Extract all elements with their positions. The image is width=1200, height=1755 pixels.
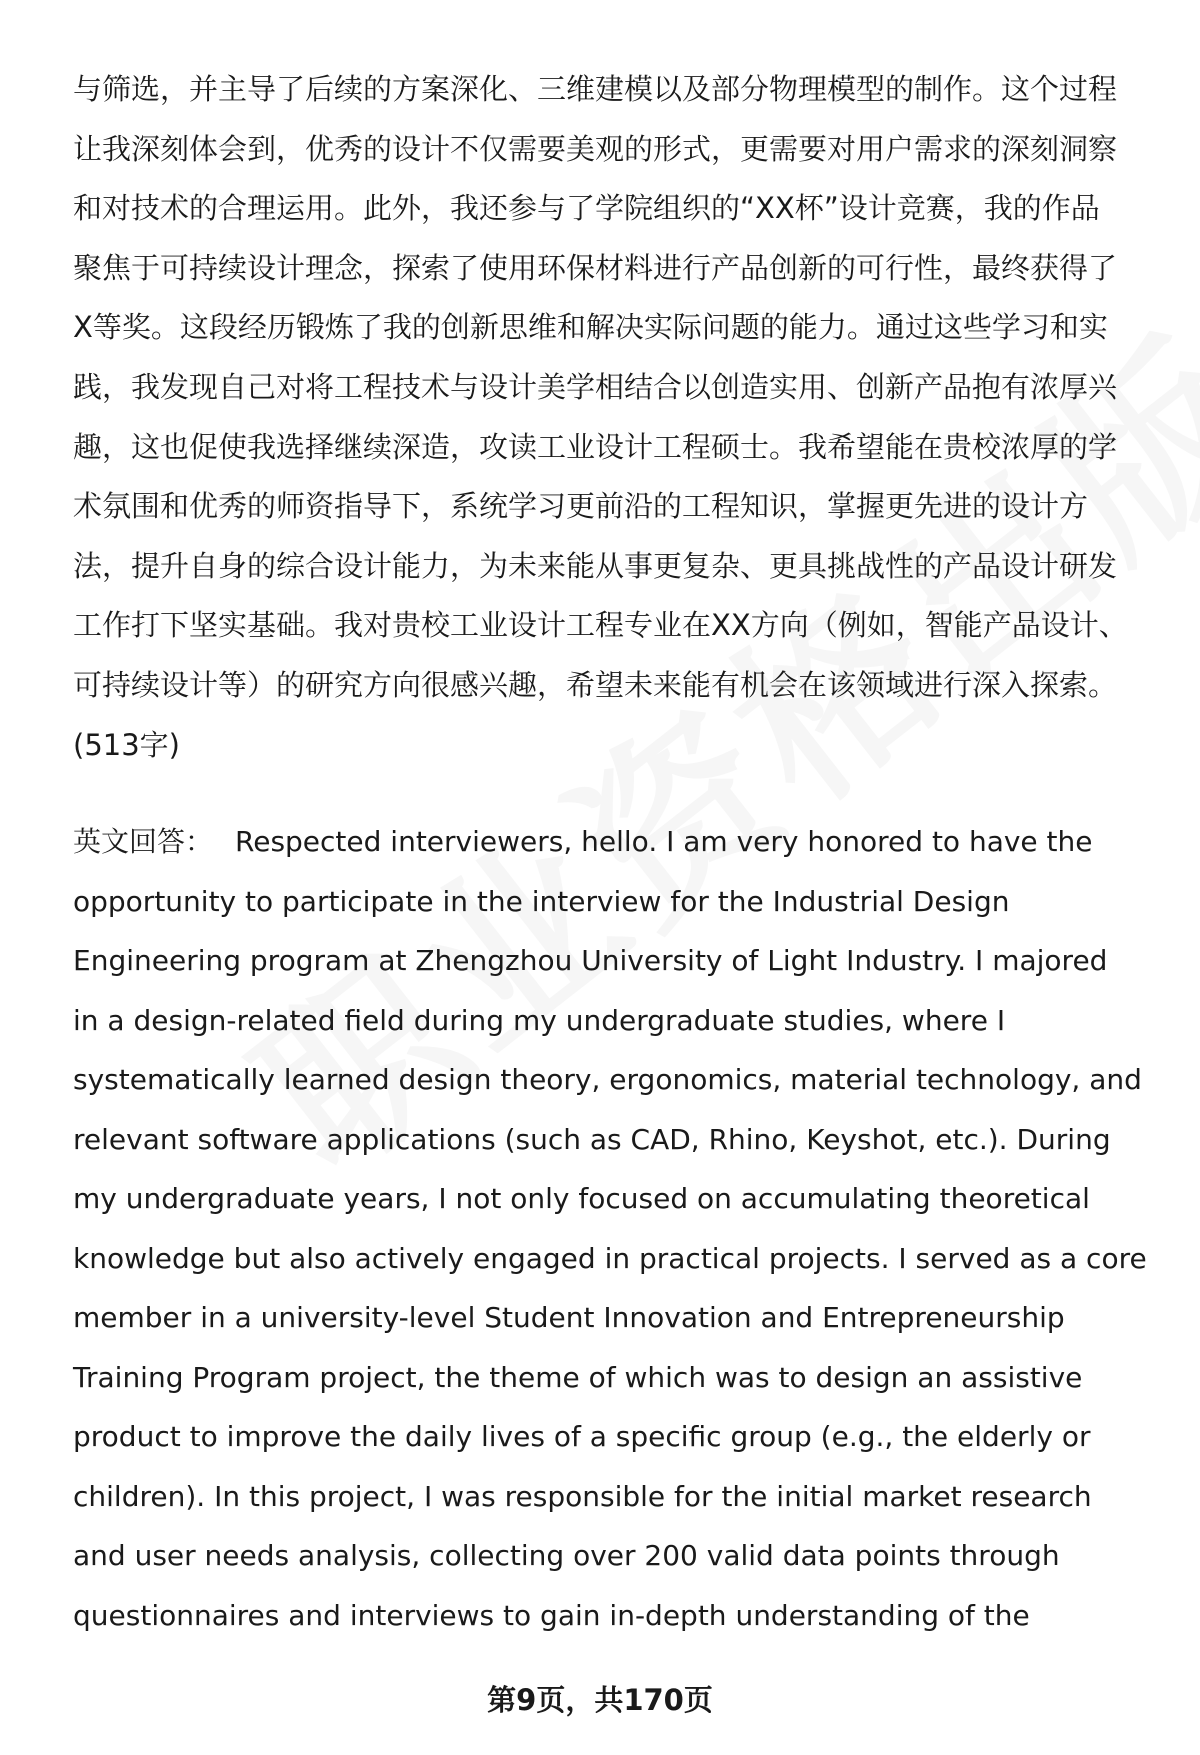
text-line: 可持续设计等）的研究方向很感兴趣，希望未来能有机会在该领域进行深入探索。 (73, 667, 1118, 702)
text-line: 让我深刻体会到，优秀的设计不仅需要美观的形式，更需要对用户需求的深刻洞察 (73, 131, 1118, 166)
word-count: (513字) (73, 727, 180, 762)
text-line: Training Program project, the theme of which was to design an assistive (73, 1360, 1083, 1394)
text-line: questionnaires and interviews to gain in-depth understanding of the (73, 1598, 1030, 1632)
text-line: product to improve the daily lives of a specific group (e.g., the elderly or (73, 1420, 1091, 1454)
text-line: 聚焦于可持续设计理念，探索了使用环保材料进行产品创新的可行性，最终获得了 (73, 250, 1118, 285)
text-line: 与筛选，并主导了后续的方案深化、三维建模以及部分物理模型的制作。这个过程 (73, 72, 1118, 106)
document-body (73, 60, 1155, 1645)
text-line: Engineering program at Zhengzhou University of Light Industry. I majored (73, 944, 1108, 978)
text-line: opportunity to participate in the interview for the Industrial Design (73, 884, 1010, 918)
text-line: systematically learned design theory, ergonomics, material technology, and (73, 1063, 1142, 1097)
text-line: 术氛围和优秀的师资指导下，系统学习更前沿的工程知识，掌握更先进的设计方 (73, 489, 1089, 524)
text-line: and user needs analysis, collecting over 200 valid data points through (73, 1539, 1060, 1573)
text-line: X等奖。这段经历锻炼了我的创新思维和解决实际问题的能力。通过这些学习和实 (73, 310, 1108, 345)
text-line-content: Respected interviewers, hello. I am very honored to have the (235, 825, 1093, 859)
text-line: in a design-related field during my undergraduate studies, where I (73, 1003, 1006, 1037)
english-answer-label: 英文回答： (73, 825, 214, 859)
text-line: children). In this project, I was responsible for the initial market research (73, 1479, 1092, 1513)
english-answer-paragraph (73, 812, 1155, 1645)
text-line: 趣，这也促使我选择继续深造，攻读工业设计工程硕士。我希望能在贵校浓厚的学 (73, 429, 1118, 464)
text-line: member in a university-level Student Innovation and Entrepreneurship (73, 1301, 1065, 1335)
text-line: knowledge but also actively engaged in practical projects. I served as a core (73, 1241, 1147, 1275)
chinese-answer-paragraph (73, 60, 1155, 775)
text-line: relevant software applications (such as CAD, Rhino, Keyshot, etc.). During (73, 1122, 1111, 1156)
page-number-footer: 第9页，共170页 (487, 1683, 713, 1717)
text-line: 工作打下坚实基础。我对贵校工业设计工程专业在XX方向（例如，智能产品设计、 (73, 608, 1128, 643)
text-line: 法，提升自身的综合设计能力，为未来能从事更复杂、更具挑战性的产品设计研发 (73, 548, 1118, 583)
text-line: 践，我发现自己对将工程技术与设计美学相结合以创造实用、创新产品抱有浓厚兴 (73, 369, 1118, 404)
text-line: my undergraduate years, I not only focused on accumulating theoretical (73, 1182, 1090, 1216)
text-line (73, 812, 1155, 872)
text-line: 和对技术的合理运用。此外，我还参与了学院组织的“XX杯”设计竞赛，我的作品 (73, 191, 1100, 226)
